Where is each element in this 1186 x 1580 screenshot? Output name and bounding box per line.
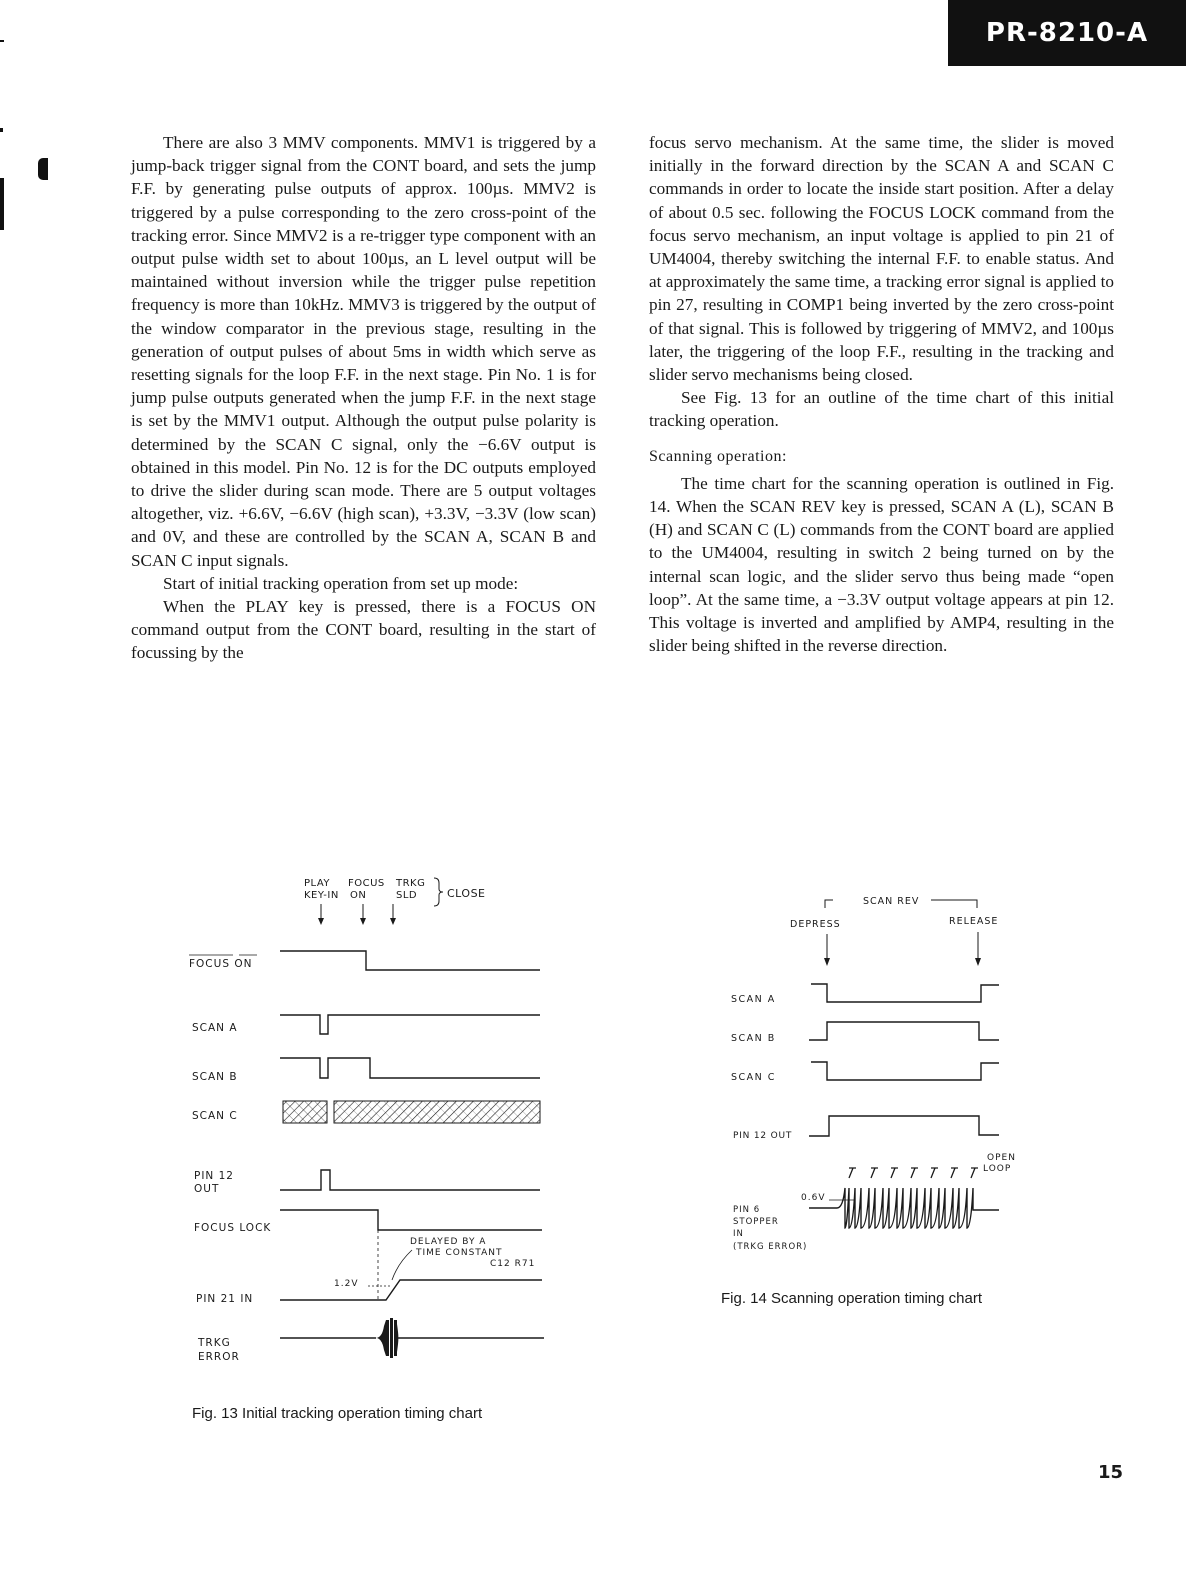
signal-label-focus-lock: FOCUS LOCK — [194, 1222, 272, 1234]
waveform-scan-b — [280, 1058, 540, 1078]
paragraph: The time chart for the scanning operation is outlined in Fig. 14. When the SCAN REV key is pressed, SCAN A (L), SCAN B (H) and SCAN C (L) commands from the CONT board are applied to the UM4004, resulting in switch 2 being turned on by the internal scan logic, and the slider servo thus being made “open loop”. At the same time, a −3.3V output voltage appears at pin 12. This voltage is inverted and amplified by AMP4, resulting in the slider being shifted in the reverse direction. — [649, 473, 1114, 656]
close-label: CLOSE — [447, 887, 486, 900]
signal-label-scan-a: SCAN A — [731, 994, 776, 1005]
signal-label-scan-b: SCAN B — [731, 1033, 776, 1044]
waveform-pin6 — [809, 1188, 999, 1228]
waveform-scan-b — [809, 1022, 999, 1040]
text-column-right — [649, 131, 1114, 657]
event-label-focus: FOCUS — [348, 878, 385, 889]
signal-label-scan-a: SCAN A — [192, 1022, 238, 1034]
annotation-threshold: 1.2V — [334, 1279, 359, 1289]
release-label: RELEASE — [949, 916, 999, 927]
paragraph: See Fig. 13 for an outline of the time chart of this initial tracking operation. — [649, 388, 1114, 431]
event-label-focus: ON — [350, 890, 367, 901]
annotation-delay: DELAYED BY A — [410, 1237, 487, 1247]
paragraph: focus servo mechanism. At the same time, the slider is moved initially in the forward direction by the SCAN A and SCAN C commands in order to locate the inside start position. After a delay of about 0.5 sec. following the FOCUS LOCK command from the focus servo mechanism, an input voltage is applied to pin 21 of UM4004, thereby switching the internal F.F. to enable status. And at approximately the same time, a tracking error signal is applied to pin 27, resulting in COMP1 being inverted by the zero cross-point of that signal. This is followed by triggering of MMV2, and 100µs later, the triggering of the loop F.F., resulting in the tracking and slider servo mechanisms being closed. — [649, 133, 1114, 385]
signal-label-trkg-error: TRKG — [198, 1337, 231, 1349]
signal-label-pin12: PIN 12 OUT — [733, 1131, 793, 1141]
waveform-pin12 — [280, 1170, 540, 1190]
event-label-trkg: SLD — [396, 890, 418, 901]
signal-label-focus-on: FOCUS ON — [189, 958, 253, 970]
waveform-focus-lock — [280, 1210, 542, 1230]
paragraph: Start of initial tracking operation from set up mode: — [163, 573, 519, 593]
signal-label-scan-b: SCAN B — [192, 1071, 238, 1083]
page-number: 15 — [1098, 1462, 1124, 1483]
text-column-left — [131, 131, 596, 665]
key-label: SCAN REV — [863, 896, 920, 907]
event-label-trkg: TRKG — [396, 878, 426, 889]
signal-label-pin6: PIN 6 — [733, 1205, 761, 1215]
event-label-play: PLAY — [304, 878, 331, 889]
depress-label: DEPRESS — [790, 919, 841, 930]
figure-13-timing-chart — [180, 868, 560, 1388]
waveform-scan-a — [280, 1015, 540, 1034]
signal-label-scan-c: SCAN C — [731, 1072, 776, 1083]
annotation-delay: C12 R71 — [490, 1259, 536, 1269]
annotation-open-loop: OPEN — [987, 1153, 1016, 1163]
signal-label-pin6: STOPPER — [733, 1217, 779, 1227]
margin-mark — [0, 40, 4, 42]
signal-label-pin6: (TRKG ERROR) — [733, 1242, 808, 1252]
figure-14-timing-chart — [725, 888, 1045, 1268]
section-heading: Scanning operation: — [649, 447, 787, 465]
waveform-pin12 — [809, 1116, 999, 1136]
binding-mark — [38, 158, 48, 180]
model-badge: PR-8210-A — [948, 0, 1186, 66]
signal-label-scan-c: SCAN C — [192, 1110, 238, 1122]
waveform-scan-c — [811, 1062, 999, 1080]
paragraph: When the PLAY key is pressed, there is a FOCUS ON command output from the CONT board, resulting in the start of focussing by the — [131, 597, 596, 663]
signal-label-pin6: IN — [733, 1229, 744, 1239]
figure-13-caption: Fig. 13 Initial tracking operation timing chart — [192, 1405, 483, 1422]
waveform-focus-on — [280, 951, 540, 970]
annotation-voltage: 0.6V — [801, 1193, 826, 1203]
figure-14-caption: Fig. 14 Scanning operation timing chart — [721, 1290, 982, 1307]
signal-label-pin12: OUT — [194, 1183, 220, 1195]
margin-mark — [0, 128, 3, 132]
event-label-play: KEY-IN — [304, 890, 339, 901]
trkg-error-burst — [376, 1318, 398, 1358]
margin-mark — [0, 178, 4, 230]
paragraph: There are also 3 MMV components. MMV1 is triggered by a jump-back trigger signal from the CONT board, and sets the jump F.F. by generating pulse outputs of approx. 100µs. MMV2 is triggered by a pulse corresponding to the zero cross-point of the tracking error. Since MMV2 is a re-trigger type component with an output pulse width set to about 100µs, an L level output will be maintained without inversion while the trigger pulse repetition frequency is more than 10kHz. MMV3 is triggered by the output of the window comparator in the previous stage, resulting in the generation of output pulses of about 5ms in width which serve as resetting signals for the loop F.F. in the next stage. Pin No. 1 is for jump pulse outputs generated when the jump F.F. in the next stage is set by the MMV1 output. Although the output pulse polarity is determined by the SCAN C signal, only the −6.6V output is obtained in this model. Pin No. 12 is for the DC outputs employed to drive the slider during scan mode. There are 5 output voltages altogether, viz. +6.6V, −6.6V (high scan), +3.3V, −3.3V (low scan) and 0V, and these are controlled by the SCAN A, SCAN B and SCAN C input signals. — [131, 133, 596, 570]
waveform-scan-c — [283, 1101, 540, 1123]
signal-label-trkg-error: ERROR — [198, 1351, 240, 1363]
annotation-open-loop: LOOP — [983, 1164, 1012, 1174]
close-brace — [434, 878, 443, 906]
signal-label-pin21: PIN 21 IN — [196, 1293, 254, 1305]
waveform-scan-a — [811, 984, 999, 1002]
waveform-pin21 — [280, 1280, 542, 1300]
trigger-marks — [849, 1168, 978, 1178]
signal-label-pin12: PIN 12 — [194, 1170, 234, 1182]
annotation-delay: TIME CONSTANT — [416, 1248, 503, 1258]
